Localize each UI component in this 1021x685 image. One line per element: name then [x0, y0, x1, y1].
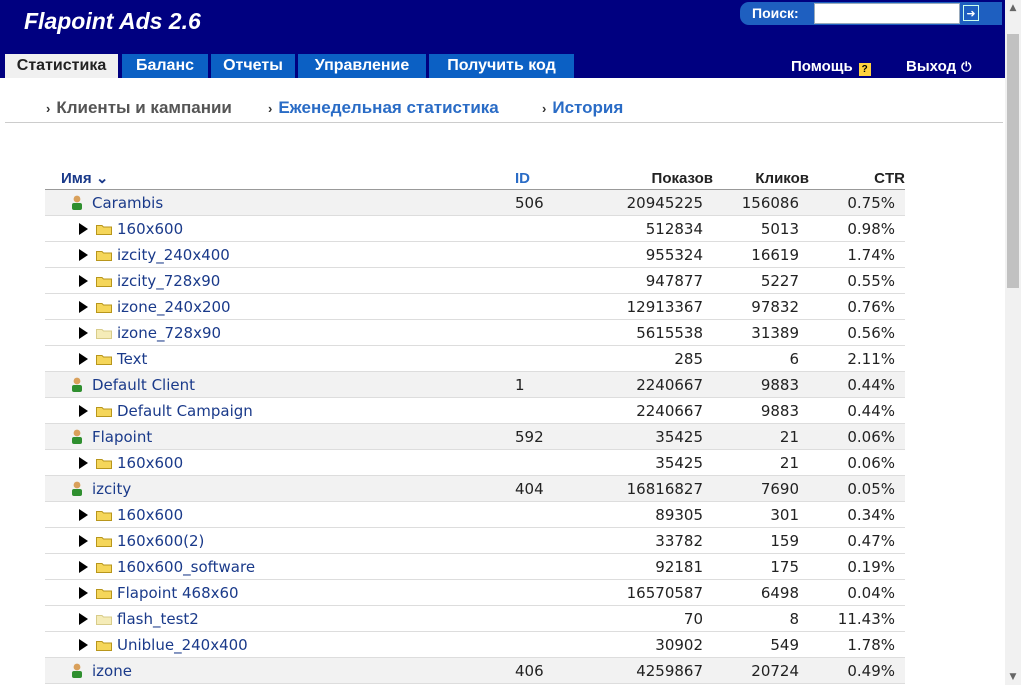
expand-triangle-icon[interactable] [79, 639, 88, 651]
clicks-cell: 156086 [713, 190, 809, 216]
id-cell [515, 554, 575, 580]
campaign-name-link[interactable]: izone_240x200 [117, 297, 231, 316]
name-cell [45, 216, 515, 242]
expand-triangle-icon[interactable] [79, 613, 88, 625]
folder-icon [96, 536, 112, 547]
app-header [0, 0, 1005, 78]
name-cell [45, 632, 515, 658]
scroll-thumb[interactable] [1007, 34, 1019, 288]
chevron-right-icon: › [542, 101, 547, 116]
ctr-cell: 0.47% [809, 528, 905, 554]
id-cell [515, 606, 575, 632]
impressions-cell: 16570587 [575, 580, 713, 606]
user-icon [71, 663, 83, 678]
id-cell: 404 [515, 476, 575, 502]
name-cell [45, 190, 515, 216]
campaign-row [45, 216, 905, 242]
campaign-row [45, 632, 905, 658]
client-name-link[interactable]: Default Client [92, 375, 196, 394]
campaign-row [45, 580, 905, 606]
clicks-cell: 16619 [713, 242, 809, 268]
name-cell [45, 450, 515, 476]
tab-management[interactable]: Управление [298, 54, 426, 78]
impressions-cell: 92181 [575, 554, 713, 580]
id-cell [515, 216, 575, 242]
client-row [45, 658, 905, 684]
client-row [45, 476, 905, 502]
expand-triangle-icon[interactable] [79, 249, 88, 261]
search-label: Поиск: [752, 5, 799, 21]
ctr-cell: 0.98% [809, 216, 905, 242]
folder-icon [96, 354, 112, 365]
name-cell [45, 320, 515, 346]
campaign-row [45, 502, 905, 528]
campaign-name-link[interactable]: 160x600_software [117, 557, 256, 576]
expand-triangle-icon[interactable] [79, 535, 88, 547]
campaign-row [45, 346, 905, 372]
scroll-down-arrow-icon[interactable]: ▼ [1009, 672, 1017, 682]
clicks-cell: 21 [713, 424, 809, 450]
expand-triangle-icon[interactable] [79, 275, 88, 287]
folder-icon [96, 588, 112, 599]
name-cell [45, 294, 515, 320]
client-name-link[interactable]: izcity [92, 479, 132, 498]
clicks-cell: 5227 [713, 268, 809, 294]
help-icon: ? [859, 63, 871, 76]
column-header-id[interactable]: ID [515, 167, 575, 190]
column-header-clicks[interactable]: Кликов [713, 167, 809, 190]
scroll-up-arrow-icon[interactable]: ▲ [1009, 3, 1017, 13]
clicks-cell: 9883 [713, 398, 809, 424]
impressions-cell: 33782 [575, 528, 713, 554]
folder-icon [96, 640, 112, 651]
ctr-cell: 2.11% [809, 346, 905, 372]
id-cell [515, 320, 575, 346]
logout-link-label: Выход [906, 58, 957, 75]
ctr-cell: 0.34% [809, 502, 905, 528]
folder-icon [96, 458, 112, 469]
id-cell [515, 502, 575, 528]
vertical-scrollbar[interactable] [1005, 0, 1021, 685]
campaign-name-link[interactable]: flash_test2 [117, 609, 199, 628]
clicks-cell: 7690 [713, 476, 809, 502]
impressions-cell: 12913367 [575, 294, 713, 320]
user-icon [71, 429, 83, 444]
chevron-right-icon: › [46, 101, 51, 116]
clicks-cell: 549 [713, 632, 809, 658]
campaign-name-link[interactable]: izone_728x90 [117, 323, 222, 342]
impressions-cell: 30902 [575, 632, 713, 658]
folder-icon [96, 328, 112, 339]
breadcrumb-label: Клиенты и кампании [56, 98, 232, 117]
ctr-cell: 0.49% [809, 658, 905, 684]
expand-triangle-icon[interactable] [79, 405, 88, 417]
clicks-cell: 175 [713, 554, 809, 580]
campaign-name-link[interactable]: Text [117, 349, 148, 368]
expand-triangle-icon[interactable] [79, 327, 88, 339]
ctr-cell: 0.44% [809, 398, 905, 424]
search-go-button[interactable] [963, 5, 979, 21]
clicks-cell: 97832 [713, 294, 809, 320]
sort-desc-icon: ⌄ [95, 170, 109, 187]
tab-statistics[interactable]: Статистика [5, 54, 118, 78]
id-cell: 406 [515, 658, 575, 684]
campaign-name-link[interactable]: 160x600 [117, 219, 184, 238]
ctr-cell: 0.44% [809, 372, 905, 398]
name-cell [45, 268, 515, 294]
name-cell [45, 502, 515, 528]
id-cell: 592 [515, 424, 575, 450]
ctr-cell: 0.04% [809, 580, 905, 606]
name-cell [45, 242, 515, 268]
expand-triangle-icon[interactable] [79, 301, 88, 313]
name-cell [45, 424, 515, 450]
id-cell [515, 242, 575, 268]
help-link-label: Помощь [791, 58, 853, 75]
campaign-row [45, 450, 905, 476]
clicks-cell: 5013 [713, 216, 809, 242]
column-header-impressions[interactable]: Показов [575, 167, 713, 190]
campaign-name-link[interactable]: Uniblue_240x400 [117, 635, 248, 654]
ctr-cell: 0.19% [809, 554, 905, 580]
impressions-cell: 285 [575, 346, 713, 372]
clicks-cell: 31389 [713, 320, 809, 346]
client-name-link[interactable]: Carambis [92, 193, 164, 212]
column-header-name[interactable]: Имя ⌄ [45, 167, 515, 190]
client-name-link[interactable]: Flapoint [92, 427, 153, 446]
folder-icon [96, 302, 112, 313]
client-row [45, 190, 905, 216]
campaign-name-link[interactable]: Flapoint 468x60 [117, 583, 239, 602]
campaign-row [45, 398, 905, 424]
id-cell [515, 450, 575, 476]
impressions-cell: 2240667 [575, 372, 713, 398]
app-title: Flapoint Ads 2.6 [24, 8, 201, 34]
id-cell [515, 268, 575, 294]
id-cell [515, 398, 575, 424]
ctr-cell: 0.56% [809, 320, 905, 346]
campaign-name-link[interactable]: izcity_728x90 [117, 271, 221, 290]
expand-triangle-icon[interactable] [79, 561, 88, 573]
ctr-cell: 0.76% [809, 294, 905, 320]
user-icon [71, 481, 83, 496]
search-input[interactable] [814, 3, 960, 24]
clicks-cell: 6498 [713, 580, 809, 606]
id-cell [515, 346, 575, 372]
clicks-cell: 8 [713, 606, 809, 632]
campaign-row [45, 606, 905, 632]
expand-triangle-icon[interactable] [79, 457, 88, 469]
folder-icon [96, 224, 112, 235]
clicks-cell: 20724 [713, 658, 809, 684]
client-name-link[interactable]: izone [92, 661, 132, 680]
campaign-name-link[interactable]: 160x600 [117, 505, 184, 524]
clicks-cell: 159 [713, 528, 809, 554]
expand-triangle-icon[interactable] [79, 353, 88, 365]
impressions-cell: 2240667 [575, 398, 713, 424]
expand-triangle-icon[interactable] [79, 587, 88, 599]
breadcrumb-label: История [552, 98, 624, 117]
id-cell [515, 580, 575, 606]
power-icon: ⏻ [961, 59, 972, 74]
ctr-cell: 11.43% [809, 606, 905, 632]
campaign-name-link[interactable]: Default Campaign [117, 401, 253, 420]
client-row [45, 372, 905, 398]
ctr-cell: 1.78% [809, 632, 905, 658]
user-icon [71, 195, 83, 210]
campaign-row [45, 268, 905, 294]
impressions-cell: 4259867 [575, 658, 713, 684]
campaign-row [45, 554, 905, 580]
campaign-row [45, 294, 905, 320]
folder-icon [96, 562, 112, 573]
ctr-cell: 0.05% [809, 476, 905, 502]
impressions-cell: 5615538 [575, 320, 713, 346]
name-cell [45, 606, 515, 632]
logout-link[interactable] [906, 58, 971, 75]
help-link[interactable] [791, 58, 871, 76]
ctr-cell: 0.06% [809, 424, 905, 450]
id-cell [515, 528, 575, 554]
name-cell [45, 580, 515, 606]
folder-icon [96, 614, 112, 625]
arrow-right-icon: ➜ [966, 7, 976, 20]
impressions-cell: 35425 [575, 424, 713, 450]
name-cell [45, 346, 515, 372]
name-cell [45, 372, 515, 398]
folder-icon [96, 510, 112, 521]
id-cell [515, 632, 575, 658]
breadcrumb-clients-campaigns [46, 98, 232, 118]
campaign-name-link[interactable]: 160x600(2) [117, 531, 205, 550]
name-cell [45, 658, 515, 684]
impressions-cell: 947877 [575, 268, 713, 294]
id-cell: 1 [515, 372, 575, 398]
client-row [45, 424, 905, 450]
stats-table [45, 167, 905, 684]
ctr-cell: 0.06% [809, 450, 905, 476]
campaign-name-link[interactable]: 160x600 [117, 453, 184, 472]
id-cell: 506 [515, 190, 575, 216]
tab-balance[interactable]: Баланс [122, 54, 208, 78]
impressions-cell: 20945225 [575, 190, 713, 216]
tab-get-code[interactable]: Получить код [429, 54, 574, 78]
user-icon [71, 377, 83, 392]
expand-triangle-icon[interactable] [79, 509, 88, 521]
breadcrumb-weekly-stats[interactable] [268, 98, 499, 118]
folder-icon [96, 250, 112, 261]
name-cell [45, 476, 515, 502]
table-header-row [45, 167, 905, 190]
impressions-cell: 35425 [575, 450, 713, 476]
impressions-cell: 512834 [575, 216, 713, 242]
breadcrumb-history[interactable] [542, 98, 623, 118]
name-cell [45, 528, 515, 554]
clicks-cell: 9883 [713, 372, 809, 398]
impressions-cell: 70 [575, 606, 713, 632]
campaign-row [45, 242, 905, 268]
id-cell [515, 294, 575, 320]
impressions-cell: 16816827 [575, 476, 713, 502]
expand-triangle-icon[interactable] [79, 223, 88, 235]
campaign-row [45, 320, 905, 346]
search-box [740, 2, 1002, 25]
breadcrumb-label: Еженедельная статистика [278, 98, 499, 117]
name-cell [45, 554, 515, 580]
clicks-cell: 21 [713, 450, 809, 476]
ctr-cell: 1.74% [809, 242, 905, 268]
campaign-name-link[interactable]: izcity_240x400 [117, 245, 230, 264]
clicks-cell: 301 [713, 502, 809, 528]
name-cell [45, 398, 515, 424]
ctr-cell: 0.75% [809, 190, 905, 216]
clicks-cell: 6 [713, 346, 809, 372]
impressions-cell: 89305 [575, 502, 713, 528]
divider [5, 122, 1003, 123]
folder-icon [96, 406, 112, 417]
column-header-ctr[interactable]: CTR [809, 167, 905, 190]
ctr-cell: 0.55% [809, 268, 905, 294]
chevron-right-icon: › [268, 101, 273, 116]
tab-reports[interactable]: Отчеты [211, 54, 295, 78]
campaign-row [45, 528, 905, 554]
folder-icon [96, 276, 112, 287]
impressions-cell: 955324 [575, 242, 713, 268]
